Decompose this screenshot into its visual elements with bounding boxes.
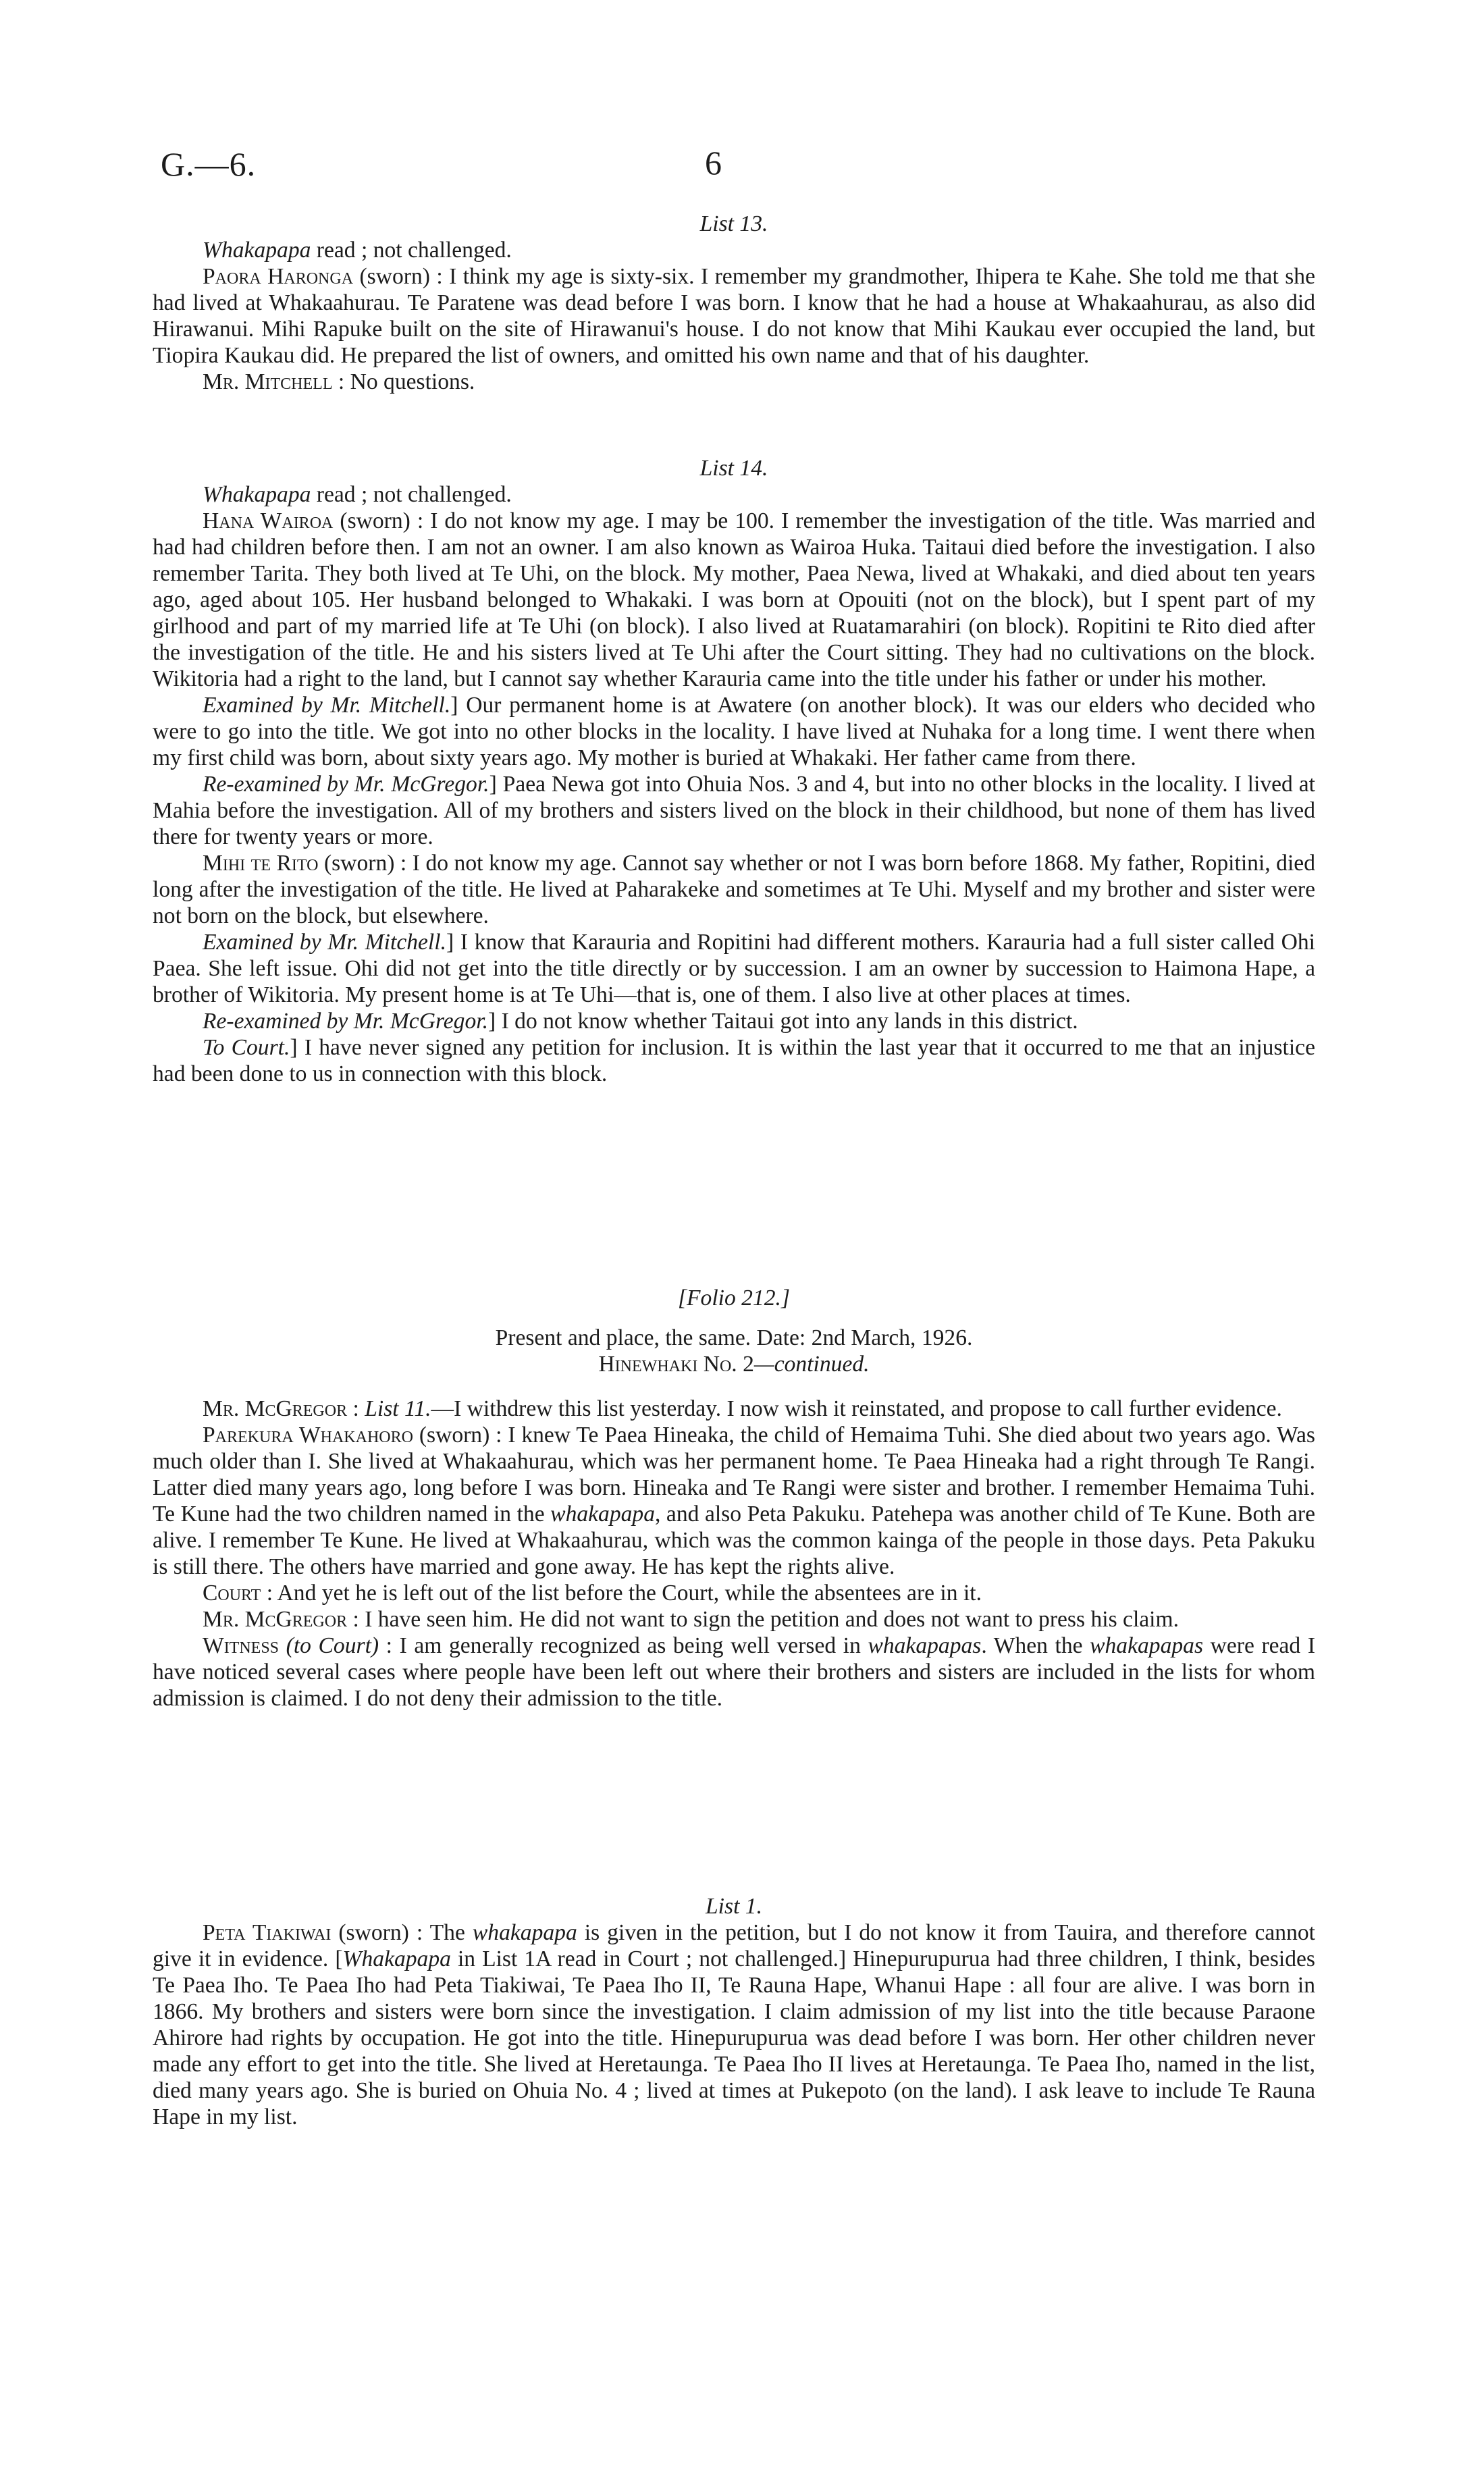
testimony-text: (sworn) : I knew Te Paea Hineaka, the child of Hemaima Tuhi. She died about two years ago. Was much older than I. She lived at Whakaahurau, which was her permanent home. Te Paea Hineaka had a right through Te Rangi. Latter died many years ago, long before I was born. Hineaka and Te Rangi were sister and brother. I remember Hemaima Tuhi. Te Kune had the two children named in the: [153, 1423, 1316, 1527]
speaker-name: Mihi te Rito: [203, 851, 319, 876]
examination-label: Examined by Mr. Mitchell.: [203, 693, 451, 718]
testimony-mihi: [153, 850, 1315, 929]
speaker-name: Peta Tiakiwai: [203, 1920, 332, 1945]
testimony-text: : And yet he is left out of the list before the Court, while the absentees are in it.: [261, 1581, 982, 1606]
testimony-text: . When the: [981, 1633, 1090, 1658]
page-number: 6: [705, 144, 722, 182]
testimony-text: is given in the petition, but I do not know it from Tauira, and therefore cannot give it in evidence. [: [153, 1920, 1315, 1971]
speaker-name: Mr. McGregor: [203, 1607, 348, 1632]
whakapapa-term: whakapapa: [472, 1920, 577, 1945]
separator: :: [347, 1396, 365, 1421]
list-14-heading: List 14.: [699, 456, 768, 481]
whakapapa-term: whakapapa: [550, 1502, 655, 1527]
whakapapa-term: whakapapas: [868, 1633, 982, 1658]
statement-mcgregor-2: [153, 1606, 1315, 1633]
testimony-peta: [153, 1919, 1315, 2130]
list-reference: List 11.: [365, 1396, 431, 1421]
testimony-mitchell: [153, 369, 1315, 395]
statement-mcgregor: [153, 1396, 1315, 1422]
testimony-text: : I am generally recognized as being well versed in: [379, 1633, 868, 1658]
examination-text: ] Our permanent home is at Awatere (on another block). It was our elders who decided who were to go into the title. We got into no other blocks in the locality. I have lived at Nuhaka for a long time. I went there when my first child was born, about sixty years ago. My mother is buried at Whakaki. Her father came from there.: [153, 693, 1315, 770]
testimony-paora: [153, 263, 1315, 369]
testimony-text: (sworn) : I think my age is sixty-six. I remember my grandmother, Ihipera te Kahe. She told me that she had lived at Whakaahurau. Te Paratene was dead before I was born. I know that he had a house at Whakaahurau, as also did Hirawanui. Mihi Rapuke built on the site of Hirawanui's house. I do not know that Mihi Kaukau ever occupied the land, but Tiopira Kaukau did. He prepared the list of owners, and omitted his own name and that of his daughter.: [153, 264, 1315, 368]
list-1-heading: List 1.: [706, 1894, 762, 1919]
testimony-text: (sworn) : The: [331, 1920, 473, 1945]
testimony-text: , and also Peta Pakuku. Patehepa was another child of Te Kune. Both are alive. I remember Te Kune. He lived at Whakaahurau, which was the common kainga of the people in those days. Peta Pakuku is still there. The others have married and gone away. He has kept the rights alive.: [153, 1502, 1315, 1579]
testimony-hana: [153, 508, 1315, 692]
testimony-text: (sworn) : I do not know my age. I may be 100. I remember the investigation of the title. Was married and had had children before then. I am not an owner. I am also known as Wairoa Huka. Taitaui died before the investigation. I also remember Tarita. They both lived at Te Uhi, on the block. My mother, Paea Newa, lived at Whakaki, and died about ten years ago, aged about 105. Her husband belonged to Whakaki. I was born at Opouiti (not on the block), but I spent part of my girlhood and part of my married life at Te Uhi (on block). I also lived at Ruatamarahiri (on block). Ropitini te Rito died after the investigation of the title. He and his sisters lived at Te Uhi after the Court sitting. They had no cultivations on the block. Wikitoria had a right to the land, but I cannot say whether Karauria came into the title under his father or under his mother.: [153, 508, 1315, 691]
list-13-section: [153, 211, 1315, 395]
whakapapa-note-text: read ; not challenged.: [311, 482, 512, 507]
whakapapa-note-text: read ; not challenged.: [311, 238, 512, 263]
statement-court: [153, 1580, 1315, 1606]
case-heading: [153, 1351, 1315, 1377]
statement-witness: [153, 1633, 1315, 1712]
whakapapa-term: Whakapapa: [203, 482, 311, 507]
examination-label: Examined by Mr. Mitchell.: [203, 930, 446, 955]
testimony-text: : I have seen him. He did not want to sign the petition and does not want to press his claim.: [347, 1607, 1180, 1632]
testimony-parekura: [153, 1422, 1315, 1580]
speaker-name: Hana Wairoa: [203, 508, 334, 533]
speaker-name: Witness: [203, 1633, 280, 1658]
folio-section: [153, 1285, 1315, 1311]
whakapapa-term: Whakapapa: [342, 1946, 451, 1971]
speaker-name: Court: [203, 1581, 261, 1606]
testimony-text: : No questions.: [332, 369, 475, 394]
testimony-text: were read I have noticed several cases where people have been left out where their brothers and sisters are included in the lists for whom admission is claimed. I do not deny their admission to the title.: [153, 1633, 1315, 1711]
whakapapa-note: [153, 237, 1315, 263]
whakapapa-term: whakapapas: [1090, 1633, 1204, 1658]
speaker-name: Paora Haronga: [203, 264, 354, 289]
report-code: G.—6.: [161, 145, 257, 183]
list-13-heading: List 13.: [699, 211, 768, 236]
examination-mitchell-2: [153, 929, 1315, 1008]
examination-label: To Court.: [203, 1035, 290, 1060]
case-name: Hinewhaki No. 2: [598, 1352, 754, 1377]
reexamination-mcgregor-1: [153, 771, 1315, 850]
session-heading: [153, 1325, 1315, 1377]
reexamination-mcgregor-2: [153, 1008, 1315, 1034]
question-by-court: [153, 1034, 1315, 1087]
speaker-name: Parekura Whakahoro: [203, 1423, 413, 1448]
examination-text: ] Paea Newa got into Ohuia Nos. 3 and 4, but into no other blocks in the locality. I lived at Mahia before the investigation. All of my brothers and sisters lived on the block in their childhood, but none of them has lived there for twenty years or more.: [153, 772, 1315, 849]
list-1-section: [153, 1893, 1315, 2130]
examination-text: ] I have never signed any petition for inclusion. It is within the last year that it occurred to me that an injustice had been done to us in connection with this block.: [153, 1035, 1315, 1086]
whakapapa-term: Whakapapa: [203, 238, 311, 263]
testimony-text: in List 1A read in Court ; not challenged.] Hinepurupurua had three children, I think, besides Te Paea Iho. Te Paea Iho had Peta Tiakiwai, Te Paea Iho II, Te Rauna Hape, Whanui Hape : all four are alive. I was born in 1866. My brothers and sisters were born since the investigation. I claim admission of my list into the title because Paraone Ahirore had rights by occupation. He got into the title. Hinepurupurua was dead before I was born. Her other children never made any effort to get into the title. She lived at Heretaunga. Te Paea Iho II lives at Heretaunga. Te Paea Iho, named in the list, died many years ago. She is buried on Ohuia No. 4 ; lived at times at Pukepoto (on the land). I ask leave to include Te Rauna Hape in my list.: [153, 1946, 1315, 2129]
examination-mitchell-1: [153, 692, 1315, 771]
case-continued: —continued.: [753, 1352, 870, 1377]
list-14-section: [153, 455, 1315, 1087]
testimony-text: (sworn) : I do not know my age. Cannot say whether or not I was born before 1868. My father, Ropitini, died long after the investigation of the title. He lived at Paharakeke and sometimes at Te Uhi. Myself and my brother and sister were not born on the block, but elsewhere.: [153, 851, 1315, 928]
folio-label: [Folio 212.]: [677, 1285, 791, 1310]
speaker-name: Mr. Mitchell: [203, 369, 333, 394]
present-and-date: Present and place, the same. Date: 2nd March, 1926.: [495, 1325, 973, 1350]
whakapapa-note: [153, 481, 1315, 508]
examination-label: Re-examined by Mr. McGregor.: [203, 1009, 489, 1034]
testimony-text: —I withdrew this list yesterday. I now wish it reinstated, and propose to call further evidence.: [431, 1396, 1282, 1421]
list-11-section: [153, 1396, 1315, 1712]
examination-label: Re-examined by Mr. McGregor.: [203, 772, 489, 797]
examination-text: ] I know that Karauria and Ropitini had different mothers. Karauria had a full sister called Ohi Paea. She left issue. Ohi did not get into the title directly or by succession. I am an owner by succession to Haimona Hape, a brother of Wikitoria. My present home is at Te Uhi—that is, one of them. I also live at other places at times.: [153, 930, 1315, 1007]
speaker-name: Mr. McGregor: [203, 1396, 348, 1421]
examination-text: ] I do not know whether Taitaui got into any lands in this district.: [488, 1009, 1078, 1034]
to-court-note: (to Court): [286, 1633, 379, 1658]
